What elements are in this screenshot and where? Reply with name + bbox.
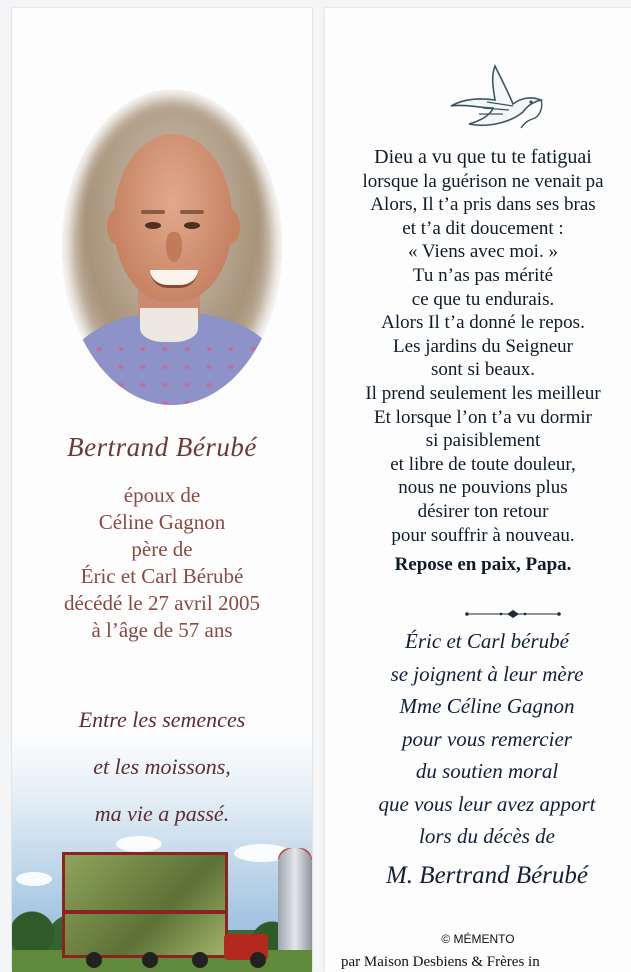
- info-line: à l’âge de 57 ans: [91, 618, 233, 642]
- poem-line: désirer ton retour: [417, 500, 549, 522]
- family-info: [12, 482, 312, 644]
- deceased-name: Bertrand Bérubé: [67, 432, 257, 462]
- thanks-line: du soutien moral: [415, 759, 559, 783]
- verse-line: ma vie a passé.: [94, 801, 230, 826]
- info-line: Éric et Carl Bérubé: [80, 564, 244, 588]
- poem-line: Tu n’as pas mérité: [412, 264, 554, 286]
- poem-line: ce que tu endurais.: [411, 288, 555, 310]
- thanks-line: que vous leur avez apport: [378, 791, 596, 816]
- poem-line: et t’a dit doucement :: [402, 217, 564, 239]
- poem-line: si paisiblement: [425, 430, 541, 452]
- poem-line: Dieu a vu que tu te fatiguai: [374, 146, 592, 168]
- poem-line: pour souffrir à nouveau.: [391, 524, 575, 546]
- portrait-photo: [62, 90, 282, 405]
- thanks-line: se joignent à leur mère: [390, 661, 584, 686]
- memorial-card-back: [325, 8, 631, 972]
- poem-line: « Viens avec moi. »: [408, 241, 558, 263]
- poem: [333, 146, 631, 577]
- verse-line: Entre les semences: [78, 707, 246, 732]
- poem-line: lorsque la guérison ne venait pa: [362, 170, 604, 192]
- thanks-line: lors du décès de: [419, 824, 555, 848]
- poem-line: nous ne pouvions plus: [398, 477, 568, 499]
- poem-line: Il prend seulement les meilleur: [365, 382, 601, 404]
- thanks-line: pour vous remercier: [402, 726, 572, 751]
- thanks-line: Éric et Carl bérubé: [405, 629, 569, 653]
- info-line: père de: [131, 537, 193, 561]
- poem-line: Les jardins du Seigneur: [393, 335, 573, 357]
- verse-line: et les moissons,: [93, 754, 231, 779]
- info-line: époux de: [123, 483, 201, 507]
- poem-line: sont si beaux.: [431, 359, 535, 381]
- info-line: décédé le 27 avril 2005: [64, 591, 260, 615]
- ornament-divider-icon: [463, 609, 563, 619]
- dove-icon: [443, 58, 553, 148]
- info-line: Céline Gagnon: [98, 510, 226, 534]
- hay-wagon: [62, 852, 228, 958]
- verse: [12, 696, 312, 837]
- thanks-line: Mme Céline Gagnon: [399, 694, 575, 718]
- poem-line: Et lorsque l’on t’a vu dormir: [374, 406, 592, 428]
- deceased-name-back: M. Bertrand Bérubé: [385, 861, 589, 889]
- publisher-mark: © MÉMENTO: [441, 932, 515, 946]
- closing-line: Repose en paix, Papa.: [394, 554, 572, 576]
- poem-line: Alors Il t’a donné le repos.: [381, 312, 585, 334]
- poem-line: et libre de toute douleur,: [390, 453, 576, 475]
- publisher-name: par Maison Desbiens & Frères in: [341, 954, 540, 970]
- memorial-card-front: [12, 8, 312, 972]
- acknowledgement: [337, 625, 631, 895]
- poem-line: Alors, Il t’a pris dans ses bras: [370, 194, 596, 216]
